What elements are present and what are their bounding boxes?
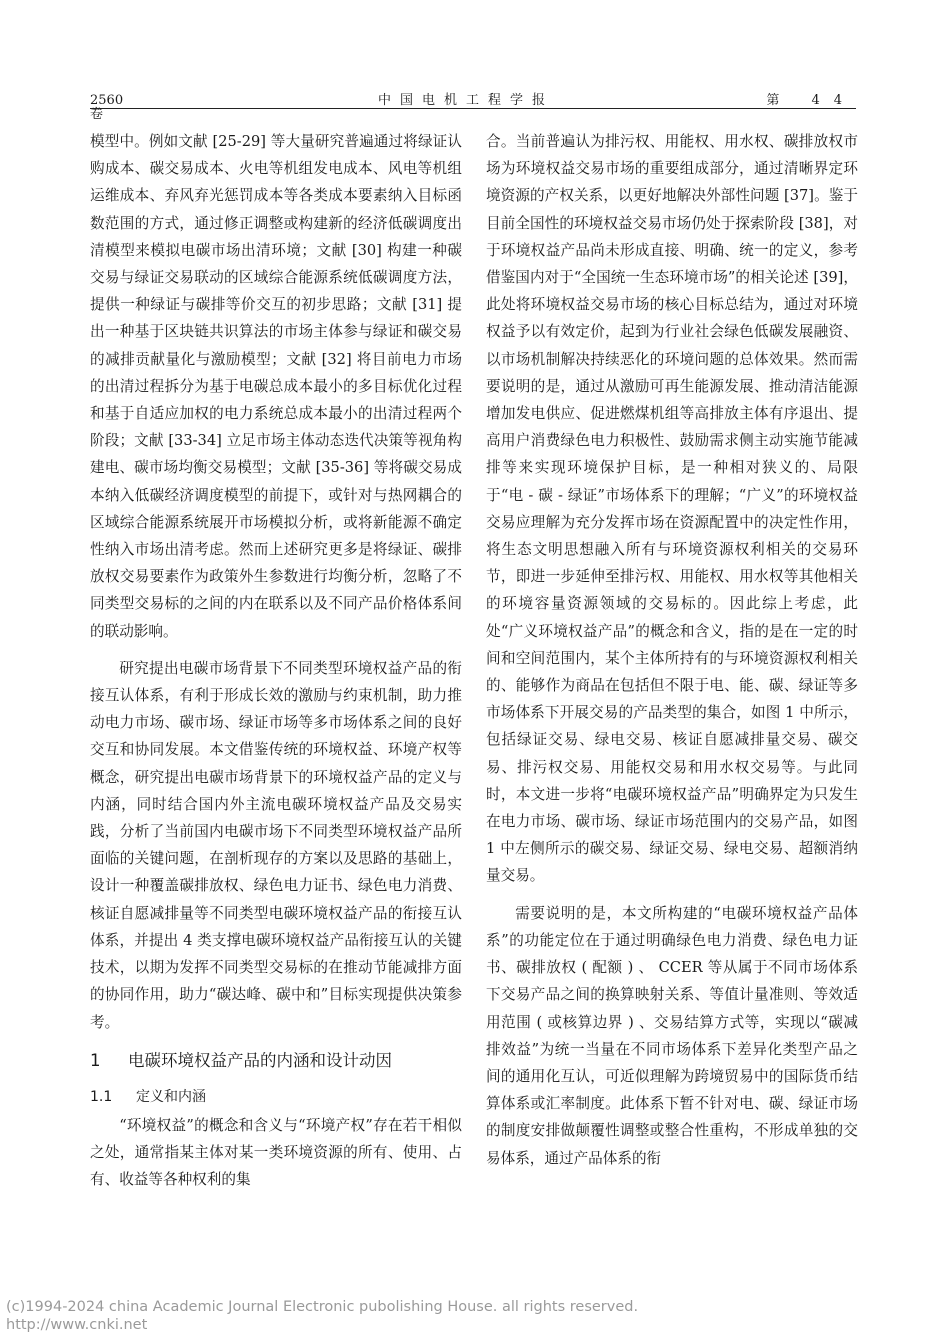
subsection-heading [90,1084,462,1110]
body-paragraph: “环境权益”的概念和含义与“环境产权”存在若干相似之处，通常指某主体对某一类环境资源的所有、使用、占有、收益等各种权利的集 [90,1116,462,1189]
page-number: 2560 [90,93,124,108]
left-column [90,128,462,1203]
header-rule [90,108,856,109]
section-number: 1 [90,1050,101,1070]
copyright-watermark [6,1298,638,1334]
watermark-url: http://www.cnki.net [6,1317,148,1333]
body-paragraph: 需要说明的是，本文所构建的“电碳环境权益产品体系”的功能定位在于通过明确绿色电力消费、绿色电力证书、碳排放权 ( 配额 ) 、 CCER 等从属于不同市场体系下交易产品之间的换算映射关系、等值计量准则、等效适用范围 ( 或核算边界 ) 、交易结算方式等，实现以“碳减排效益”为统一当量在不同市场体系下差异化类型产品之间的通用化互认，可近似理解为跨境贸易中的国际货币结算体系或汇率制度。此体系下暂不针对电、碳、绿证市场的制度安排做颠覆性调整或整合性重构，不形成单独的交易体系，通过产品体系的衔 [486,904,858,1167]
page-number-continuation: 卷 [90,107,104,122]
volume-label: 第 44 [766,93,856,108]
body-paragraph: 模型中。例如文献 [25-29] 等大量研究普遍通过将绿证认购成本、碳交易成本、火电等机组发电成本、风电等机组运维成本、弃风弃光惩罚成本等各类成本要素纳入目标函数范围的方式，通过修正调整或构建新的经济低碳调度出清模型来模拟电碳市场出清环境；文献 [30] 构建一种碳交易与绿证交易联动的区域综合能源系统低碳调度方法，提供一种绿证与碳排等价交互的初步思路；文献 [31] 提出一种基于区块链共识算法的市场主体参与绿证和碳交易的减排贡献量化与激励模型；文献 [32] 将目前电力市场的出清过程拆分为基于电碳总成本最小的多目标优化过程和基于自适应加权的电力系统总成本最小的出清过程两个阶段；文献 [33-34] 立足市场主体动态迭代决策等视角构建电、碳市场均衡交易模型；文献 [35-36] 等将碳交易成本纳入低碳经济调度模型的前提下，或针对与热网耦合的区域综合能源系统展开市场模拟分析，或将新能源不确定性纳入市场出清考虑。然而上述研究更多是将绿证、碳排放权交易要素作为政策外生参数进行均衡分析，忽略了不同类型交易标的之间的内在联系以及不同产品价格体系间的联动影响。 [90,133,462,640]
journal-name: 中国电机工程学报 [378,93,555,108]
subsection-title: 定义和内涵 [136,1088,206,1105]
section-heading [90,1048,462,1074]
right-column [486,128,858,1182]
watermark-copyright-line: (c)1994-2024 china Academic Journal Electronic pubolishing House. all rights reserved. [6,1299,639,1315]
section-title: 电碳环境权益产品的内涵和设计动因 [128,1050,392,1070]
body-paragraph: 研究提出电碳市场背景下不同类型环境权益产品的衔接互认体系，有利于形成长效的激励与约束机制，助力推动电力市场、碳市场、绿证市场等多市场体系之间的良好交互和协同发展。本文借鉴传统的环境权益、环境产权等概念，研究提出电碳市场背景下的环境权益产品的定义与内涵，同时结合国内外主流电碳环境权益产品及交易实践，分析了当前国内电碳市场下不同类型环境权益产品所面临的关键问题，在剖析现存的方案以及思路的基础上，设计一种覆盖碳排放权、绿色电力证书、绿色电力消费、核证自愿减排量等不同类型电碳环境权益产品的衔接互认体系，并提出 4 类支撑电碳环境权益产品衔接互认的关键技术，以期为发挥不同类型交易标的在推动节能减排方面的协同作用，助力“碳达峰、碳中和”目标实现提供决策参考。 [90,659,462,1031]
subsection-number: 1.1 [90,1088,113,1105]
body-paragraph: 合。当前普遍认为排污权、用能权、用水权、碳排放权市场为环境权益交易市场的重要组成部分，通过清晰界定环境资源的产权关系，以更好地解决外部性问题 [37]。鉴于目前全国性的环境权益交易市场仍处于探索阶段 [38]，对于环境权益产品尚未形成直接、明确、统一的定义，参考借鉴国内对于“全国统一生态环境市场”的相关论述 [39]，此处将环境权益交易市场的核心目标总结为，通过对环境权益予以有效定价，起到为行业社会绿色低碳发展融资、以市场机制解决持续恶化的环境问题的总体效果。然而需要说明的是，通过从激励可再生能源发展、推动清洁能源增加发电供应、促进燃煤机组等高排放主体有序退出、提高用户消费绿色电力积极性、鼓励需求侧主动实施节能减排等来实现环境保护目标，是一种相对狭义的、局限于“电 - 碳 - 绿证”市场体系下的理解；“广义”的环境权益交易应理解为充分发挥市场在资源配置中的决定性作用，将生态文明思想融入所有与环境资源权利相关的交易环节，即进一步延伸至排污权、用能权、用水权等其他相关的环境容量资源领域的交易标的。因此综上考虑，此处“广义环境权益产品”的概念和含义，指的是在一定的时间和空间范围内，某个主体所持有的与环境资源权利相关的、能够作为商品在包括但不限于电、能、碳、绿证等多市场体系下开展交易的产品类型的集合，如图 1 中所示，包括绿证交易、绿电交易、核证自愿减排量交易、碳交易、排污权交易、用能权交易和用水权交易等。与此同时，本文进一步将“电碳环境权益产品”明确界定为只发生在电力市场、碳市场、绿证市场范围内的交易产品，如图 1 中左侧所示的碳交易、绿证交易、绿电交易、超额消纳量交易。 [486,133,858,885]
